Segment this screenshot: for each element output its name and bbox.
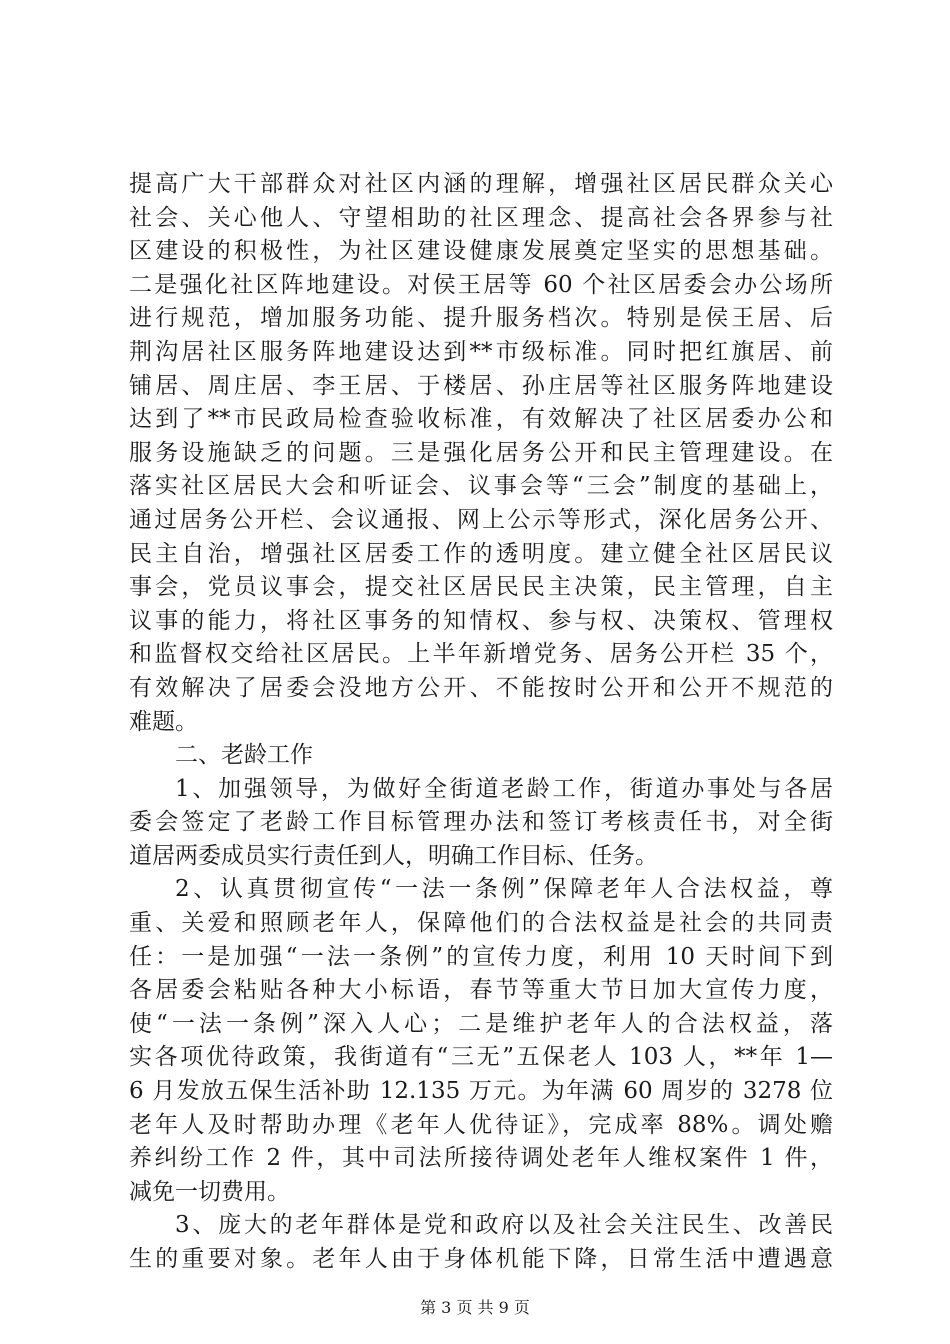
page-footer xyxy=(0,1298,950,1318)
body-line: 服务设施缺乏的问题。三是强化居务公开和民主管理建设。在 xyxy=(129,439,833,466)
body-line: 有效解决了居委会没地方公开、不能按时公开和公开不规范的 xyxy=(129,674,833,701)
body-line: 减免一切费用。 xyxy=(129,1178,290,1205)
body-line: 道居两委成员实行责任到人，明确工作目标、任务。 xyxy=(129,842,658,869)
body-line: 社会、关心他人、守望相助的社区理念、提高社会各界参与社 xyxy=(129,204,833,231)
body-line: 生的重要对象。老年人由于身体机能下降，日常生活中遭遇意 xyxy=(129,1246,833,1272)
document-body xyxy=(129,168,833,1277)
body-line: 达到了**市民政局检查验收标准，有效解决了社区居委办公和 xyxy=(129,406,833,433)
body-line: 3、庞大的老年群体是党和政府以及社会关注民生、改善民 xyxy=(175,1212,833,1239)
body-line: 1、加强领导，为做好全街道老龄工作，街道办事处与各居 xyxy=(175,775,833,802)
body-line: 委会签定了老龄工作目标管理办法和签订考核责任书，对全街 xyxy=(129,809,833,836)
body-line: 使“一法一条例”深入人心；二是维护老年人的合法权益，落 xyxy=(129,1010,833,1037)
body-line: 进行规范，增加服务功能、提升服务档次。特别是侯王居、后 xyxy=(129,305,833,332)
body-line: 各居委会粘贴各种大小标语，春节等重大节日加大宣传力度， xyxy=(129,977,833,1004)
body-line: 和监督权交给社区居民。上半年新增党务、居务公开栏 35 个， xyxy=(129,641,833,668)
body-line: 议事的能力，将社区事务的知情权、参与权、决策权、管理权 xyxy=(129,607,833,634)
body-line: 重、关爱和照顾老年人，保障他们的合法权益是社会的共同责 xyxy=(129,910,833,937)
body-line: 任：一是加强“一法一条例”的宣传力度，利用 10 天时间下到 xyxy=(129,943,833,970)
page-number-label: 第 3 页 共 9 页 xyxy=(420,1298,530,1317)
body-line: 事会，党员议事会，提交社区居民民主决策，民主管理，自主 xyxy=(129,574,833,601)
body-line: 通过居务公开栏、会议通报、网上公示等形式，深化居务公开、 xyxy=(129,506,833,533)
body-line: 6 月发放五保生活补助 12.135 万元。为年满 60 周岁的 3278 位 xyxy=(129,1078,833,1105)
body-line: 荆沟居社区服务阵地建设达到**市级标准。同时把红旗居、前 xyxy=(129,338,833,365)
body-line: 提高广大干部群众对社区内涵的理解，增强社区居民群众关心 xyxy=(129,171,833,197)
body-line: 区建设的积极性，为社区建设健康发展奠定坚实的思想基础。 xyxy=(129,238,833,265)
body-line: 养纠纷工作 2 件，其中司法所接待调处老年人维权案件 1 件， xyxy=(129,1145,833,1172)
body-line: 民主自治，增强社区居委工作的透明度。建立健全社区居民议 xyxy=(129,540,833,567)
body-line: 实各项优待政策，我街道有“三无”五保老人 103 人，**年 1— xyxy=(129,1044,833,1071)
body-line: 2、认真贯彻宣传“一法一条例”保障老年人合法权益，尊 xyxy=(175,876,833,903)
body-line: 老年人及时帮助办理《老年人优待证》，完成率 88%。调处赡 xyxy=(129,1111,833,1138)
section-heading: 二、老龄工作 xyxy=(175,742,313,769)
body-line: 落实社区居民大会和听证会、议事会等“三会”制度的基础上， xyxy=(129,473,833,500)
body-line: 铺居、周庄居、李王居、于楼居、孙庄居等社区服务阵地建设 xyxy=(129,372,833,399)
body-line: 难题。 xyxy=(129,708,198,735)
body-line: 二是强化社区阵地建设。对侯王居等 60 个社区居委会办公场所 xyxy=(129,271,833,298)
